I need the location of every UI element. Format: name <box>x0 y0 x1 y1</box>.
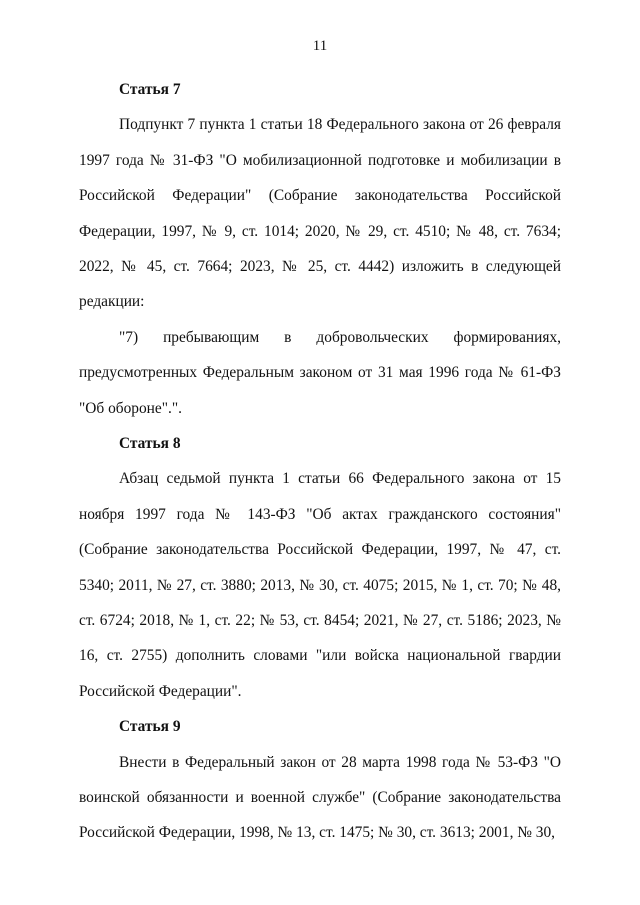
article-paragraph: Внести в Федеральный закон от 28 марта 1998 года № 53-ФЗ "О воинской обязанности и военной службе" (Собрание законодательства Российской Федерации, 1998, № 13, ст. 1475; № 30, ст. 3613; 2001, № 30, <box>79 753 561 842</box>
article-paragraph: Абзац седьмой пункта 1 статьи 66 Федерального закона от 15 ноября 1997 года № 143-ФЗ "Об актах гражданского состояния" (Собрание законодательства Российской Федерации, 1997, № 47, ст. 5340; 2011, № 27, ст. 3880; 2013, № 30, ст. 4075; 2015, № 1, ст. 70; № 48, ст. 6724; 2018, № 1, ст. 22; № 53, ст. 8454; 2021, № 27, ст. 5186; 2023, № 16, ст. 2755) дополнить словами "или войска национальной гвардии Российской Федерации". <box>79 470 561 700</box>
article-9 <box>79 709 561 851</box>
article-paragraph: Подпункт 7 пункта 1 статьи 18 Федерального закона от 26 февраля 1997 года № 31-ФЗ "О мобилизационной подготовке и мобилизации в Российской Федерации" (Собрание законодательства Российской Федерации, 1997, № 9, ст. 1014; 2020, № 29, ст. 4510; № 48, ст. 7634; 2022, № 45, ст. 7664; 2023, № 25, ст. 4442) изложить в следующей редакции: <box>79 116 561 311</box>
article-8 <box>79 426 561 709</box>
document-body <box>79 72 561 851</box>
page-number: 11 <box>312 38 328 54</box>
article-paragraph: "7) пребывающим в добровольческих формированиях, предусмотренных Федеральным законом от 31 мая 1996 года № 61-ФЗ "Об обороне".". <box>79 328 561 417</box>
article-7 <box>79 72 561 426</box>
article-heading: Статья 9 <box>119 718 181 736</box>
article-heading: Статья 7 <box>119 81 181 98</box>
article-heading: Статья 8 <box>119 435 181 453</box>
